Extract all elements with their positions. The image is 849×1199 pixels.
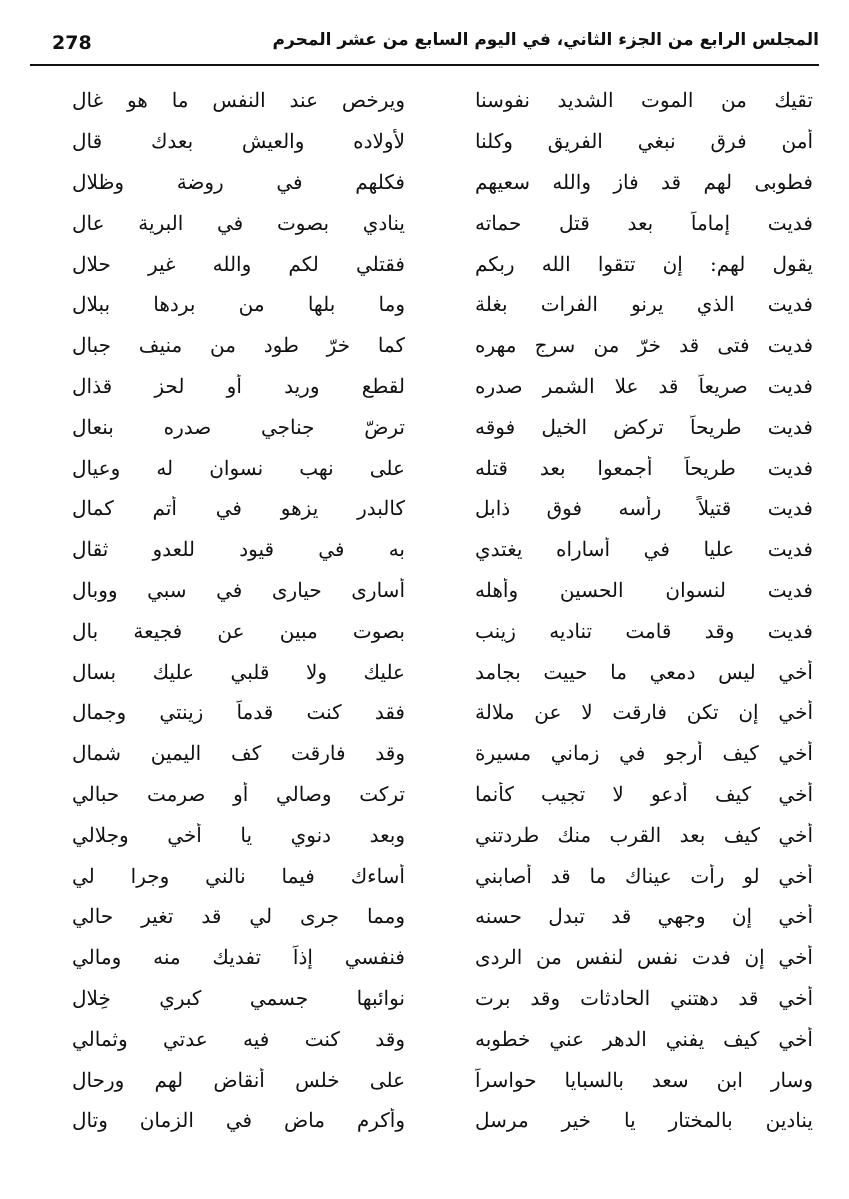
verse-second-hemistich: فكلهم في روضة وظلال [72,169,405,194]
verse-second-hemistich: كما خرّ طود من منيف جبال [72,333,405,358]
verse-line [36,814,813,855]
verse-first-hemistich: أخي ليس دمعي ما حييت بجامد [475,659,813,684]
verse-line [36,733,813,774]
page-header [30,28,819,66]
verse-second-hemistich: ويرخص عند النفس ما هو غال [72,88,405,113]
verse-first-hemistich: أخي إن فدت نفس لنفس من الردى [475,945,813,970]
verse-line [36,162,813,203]
verse-line [36,774,813,815]
verse-second-hemistich: ومما جرى لي قد تغير حالي [72,904,405,929]
verse-line [36,488,813,529]
verse-second-hemistich: وقد فارقت كف اليمين شمال [72,741,405,766]
verse-line [36,855,813,896]
verse-line [36,1100,813,1141]
verse-first-hemistich: أخي إن وجهي قد تبدل حسنه [475,904,813,929]
verse-second-hemistich: بصوت مبين عن فجيعة بال [72,618,405,643]
verse-line [36,202,813,243]
running-title: المجلس الرابع من الجزء الثاني، في اليوم السابع من عشر المحرم [272,30,819,50]
verse-second-hemistich: فنفسي إذاً تفديك منه ومالي [72,945,405,970]
verse-line [36,406,813,447]
verse-line [36,80,813,121]
verse-line [36,651,813,692]
verse-first-hemistich: أمن فرق نبغي الفريق وكلنا [475,129,813,154]
verse-second-hemistich: وما بلها من بردها ببلال [72,292,405,317]
verse-first-hemistich: فديت وقد قامت تناديه زينب [475,618,813,643]
verse-line [36,529,813,570]
verse-second-hemistich: نوائبها جسمي كبري خِلال [72,985,405,1010]
verse-first-hemistich: أخي إن تكن فارقت لا عن ملالة [475,700,813,725]
verse-line [36,1018,813,1059]
verse-second-hemistich: تركت وصالي أو صرمت حبالي [72,781,405,806]
verse-second-hemistich: أساءك فيما نالني وجرا لي [72,863,405,888]
verse-second-hemistich: ينادي بصوت في البرية عال [72,210,405,235]
verse-line [36,978,813,1019]
verse-second-hemistich: كالبدر يزهو في أتم كمال [72,496,405,521]
verse-line [36,325,813,366]
verse-first-hemistich: فديت صريعاً قد علا الشمر صدره [475,373,813,398]
verse-second-hemistich: ترضّ جناجي صدره بنعال [72,414,405,439]
verse-second-hemistich: لأولاده والعيش بعدك قال [72,129,405,154]
verse-first-hemistich: فديت طريحاً تركض الخيل فوقه [475,414,813,439]
verse-line [36,610,813,651]
verse-second-hemistich: أسارى حيارى في سبي ووبال [72,577,405,602]
verse-first-hemistich: فديت إماماً بعد قتل حماته [475,210,813,235]
verse-first-hemistich: فديت عليا في أساراه يغتدي [475,537,813,562]
verse-first-hemistich: وسار ابن سعد بالسبايا حواسراً [475,1067,813,1092]
verse-line [36,243,813,284]
poem-body [36,80,813,1141]
verse-second-hemistich: وأكرم ماض في الزمان وتال [72,1108,405,1133]
verse-first-hemistich: فديت قتيلاً رأسه فوق ذابل [475,496,813,521]
verse-second-hemistich: وقد كنت فيه عدتي وثمالي [72,1026,405,1051]
verse-line [36,121,813,162]
verse-first-hemistich: فديت طريحاً أجمعوا بعد قتله [475,455,813,480]
verse-first-hemistich: تقيك من الموت الشديد نفوسنا [475,88,813,113]
verse-second-hemistich: وبعد دنوي يا أخي وجلالي [72,822,405,847]
verse-first-hemistich: أخي كيف يفني الدهر عني خطوبه [475,1026,813,1051]
verse-line [36,284,813,325]
verse-first-hemistich: أخي لو رأت عيناك ما قد أصابني [475,863,813,888]
verse-line [36,937,813,978]
verse-first-hemistich: فديت فتى قد خرّ من سرج مهره [475,333,813,358]
verse-first-hemistich: أخي كيف أدعو لا تجيب كأنما [475,781,813,806]
verse-line [36,692,813,733]
verse-second-hemistich: على خلس أنقاض لهم ورحال [72,1067,405,1092]
verse-first-hemistich: يقول لهم: إن تتقوا الله ربكم [475,251,813,276]
verse-first-hemistich: فديت لنسوان الحسين وأهله [475,577,813,602]
verse-second-hemistich: به في قيود للعدو ثقال [72,537,405,562]
verse-first-hemistich: أخي قد دهتني الحادثات وقد برت [475,985,813,1010]
verse-second-hemistich: فقد كنت قدماً زينتي وجمال [72,700,405,725]
verse-line [36,447,813,488]
verse-first-hemistich: أخي كيف أرجو في زماني مسيرة [475,741,813,766]
verse-line [36,570,813,611]
verse-line [36,1059,813,1100]
verse-second-hemistich: لقطع وريد أو لحز قذال [72,373,405,398]
verse-second-hemistich: فقتلي لكم والله غير حلال [72,251,405,276]
verse-first-hemistich: فطوبى لهم قد فاز والله سعيهم [475,169,813,194]
page-number: 278 [52,32,92,54]
verse-line [36,366,813,407]
verse-second-hemistich: عليك ولا قلبي عليك بسال [72,659,405,684]
verse-first-hemistich: أخي كيف بعد القرب منك طردتني [475,822,813,847]
verse-first-hemistich: فديت الذي يرنو الفرات بغلة [475,292,813,317]
verse-second-hemistich: على نهب نسوان له وعيال [72,455,405,480]
verse-first-hemistich: ينادين بالمختار يا خير مرسل [475,1108,813,1133]
verse-line [36,896,813,937]
